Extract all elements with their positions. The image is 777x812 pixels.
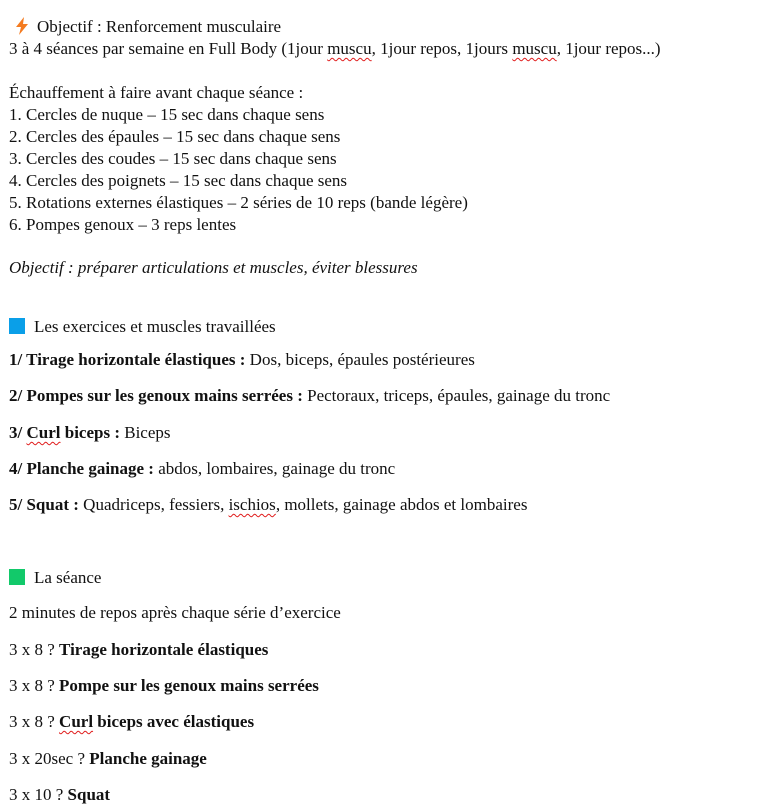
- session-sets: 3 x 10 ?: [9, 785, 68, 804]
- exercises-title: Les exercices et muscles travaillées: [34, 317, 276, 336]
- session-exercise-suffix: biceps avec élastiques: [93, 712, 255, 731]
- blue-square-icon: [9, 318, 25, 334]
- session-heading: [9, 568, 101, 588]
- session-exercise-name: Pompe sur les genoux mains serrées: [59, 676, 319, 695]
- session-exercise-name: Tirage horizontale élastiques: [59, 640, 269, 659]
- warmup-item: 3. Cercles des coudes – 15 sec dans chaque sens: [9, 149, 337, 168]
- exercise-muscles: [79, 495, 528, 514]
- exercise-muscles: abdos, lombaires, gainage du tronc: [153, 459, 396, 478]
- sessions-text-2: , 1jour repos, 1jours: [371, 39, 513, 58]
- session-sets: 3 x 8 ?: [9, 712, 60, 731]
- session-sets: 3 x 8 ?: [9, 640, 60, 659]
- exercise-name: [9, 423, 120, 442]
- objective-title-text: Objectif : Renforcement musculaire: [37, 17, 282, 36]
- session-exercise-name: Planche gainage: [89, 749, 207, 768]
- warmup-title: Échauffement à faire avant chaque séance :: [9, 83, 304, 102]
- exercise-item: [9, 386, 610, 406]
- green-square-icon: [9, 569, 25, 585]
- warmup-item: 1. Cercles de nuque – 15 sec dans chaque sens: [9, 105, 325, 124]
- session-sets: 3 x 8 ?: [9, 676, 60, 695]
- session-item: [9, 676, 319, 696]
- session-exercise-name: Squat: [67, 785, 111, 804]
- exercise-name: 2/ Pompes sur les genoux mains serrées :: [9, 386, 303, 405]
- session-title: La séance: [34, 568, 102, 587]
- exercise-item: [9, 459, 395, 479]
- sessions-per-week: [9, 39, 661, 59]
- muscu-misspelled-2: muscu: [512, 39, 557, 58]
- exercise-name: 4/ Planche gainage :: [9, 459, 154, 478]
- muscles-suffix: , mollets, gainage abdos et lombaires: [275, 495, 528, 514]
- exercise-muscles: Dos, biceps, épaules postérieures: [245, 350, 475, 369]
- muscles-prefix: Quadriceps, fessiers,: [78, 495, 229, 514]
- session-sets: 3 x 20sec ?: [9, 749, 90, 768]
- exercise-item: [9, 350, 475, 370]
- exercise-item: [9, 495, 527, 515]
- lightning-icon: [15, 17, 29, 35]
- exercise-item: [9, 423, 171, 443]
- curl-misspelled: Curl: [59, 712, 94, 731]
- warmup-goal: Objectif : préparer articulations et muscles, éviter blessures: [9, 258, 418, 277]
- session-item: [9, 712, 254, 732]
- warmup-item: 6. Pompes genoux – 3 reps lentes: [9, 215, 237, 234]
- objective-title: [9, 17, 281, 37]
- curl-misspelled: Curl: [26, 423, 61, 442]
- exercise-name-prefix: 3/: [9, 423, 27, 442]
- session-item: [9, 640, 268, 660]
- warmup-item: 5. Rotations externes élastiques – 2 séries de 10 reps (bande légère): [9, 193, 468, 212]
- exercise-name-suffix: biceps :: [60, 423, 120, 442]
- session-rest: 2 minutes de repos après chaque série d’exercice: [9, 603, 341, 622]
- exercises-heading: [9, 317, 276, 337]
- sessions-text-3: , 1jour repos...): [556, 39, 661, 58]
- ischios-misspelled: ischios: [228, 495, 276, 514]
- warmup-item: 4. Cercles des poignets – 15 sec dans chaque sens: [9, 171, 348, 190]
- exercise-muscles: Biceps: [119, 423, 171, 442]
- muscu-misspelled-1: muscu: [327, 39, 372, 58]
- exercise-name: 5/ Squat :: [9, 495, 79, 514]
- session-exercise-name: [59, 712, 254, 731]
- sessions-text-1: 3 à 4 séances par semaine en Full Body (1jour: [9, 39, 328, 58]
- session-item: [9, 785, 110, 805]
- exercise-name: 1/ Tirage horizontale élastiques :: [9, 350, 246, 369]
- exercise-muscles: Pectoraux, triceps, épaules, gainage du tronc: [302, 386, 611, 405]
- warmup-item: 2. Cercles des épaules – 15 sec dans chaque sens: [9, 127, 341, 146]
- session-item: [9, 749, 207, 769]
